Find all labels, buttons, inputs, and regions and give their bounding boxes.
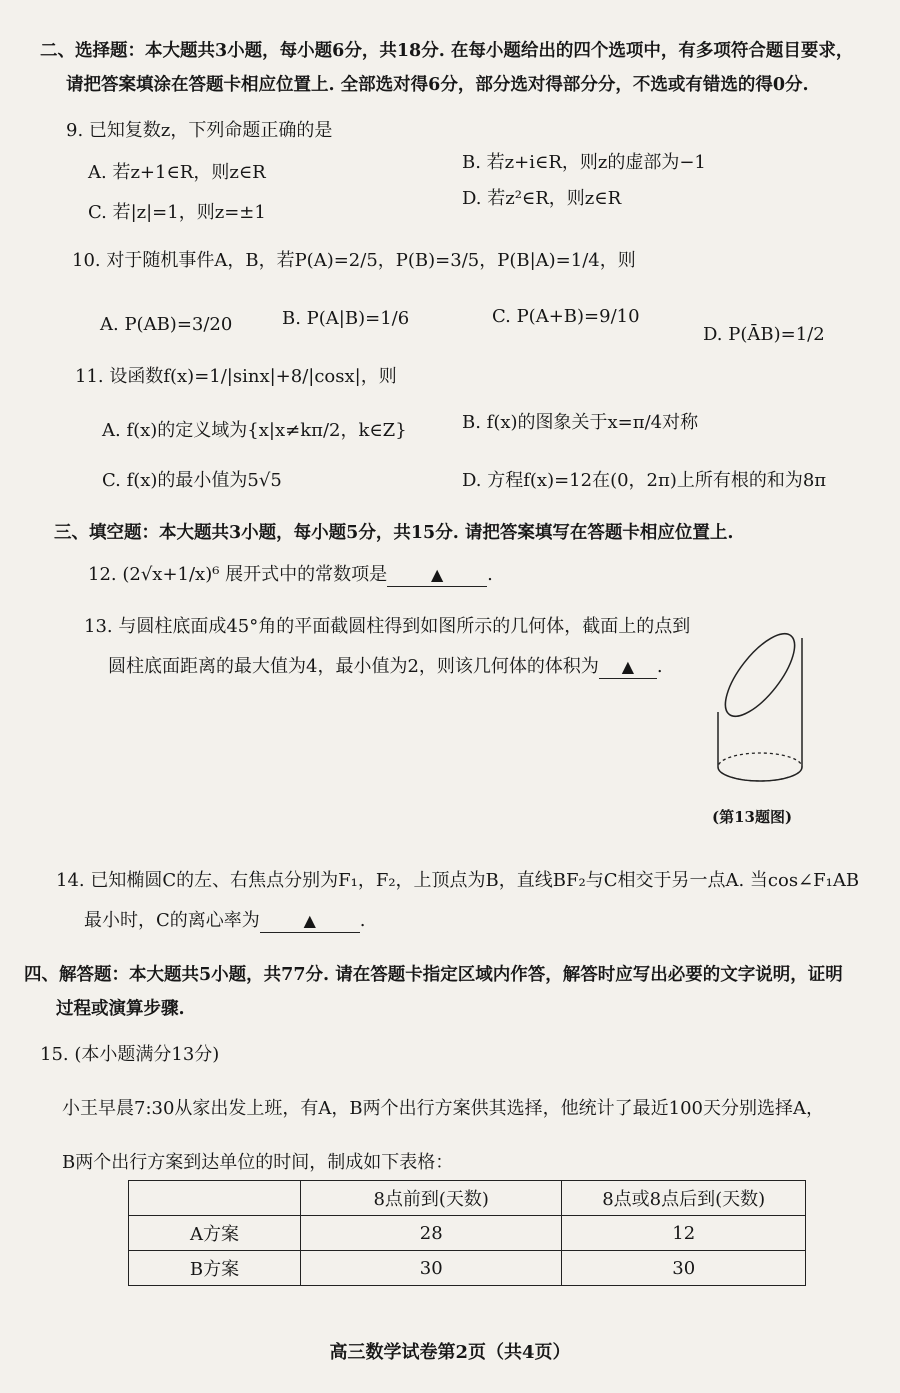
q12-stem: 12. (2√x+1/x)⁶ 展开式中的常数项是 [88,564,388,585]
page-footer: 高三数学试卷第2页（共4页） [329,1342,571,1363]
section2-line1: 二、选择题：本大题共3小题，每小题6分，共18分. 在每小题给出的四个选项中，有多项符合题目要求， [40,41,854,61]
table-cell: 12 [562,1216,806,1251]
table-row [129,1251,806,1286]
q13-figure-caption: (第13题图) [712,808,793,826]
q13-stem-text: 圆柱底面距离的最大值为4，最小值为2，则该几何体的体积为 [108,656,599,677]
table-cell: B方案 [129,1251,301,1286]
q15-table [128,1180,806,1286]
table-header-row [129,1181,806,1216]
q14-stem-text: 最小时，C的离心率为 [84,910,260,931]
q11-option-d: D. 方程f(x)=12在(0，2π)上所有根的和为8π [462,470,827,491]
q9-option-b: B. 若z+i∈R，则z的虚部为−1 [462,152,706,173]
q11-option-b: B. f(x)的图象关于x=π/4对称 [462,412,699,433]
table-cell: 28 [300,1216,561,1251]
table-header-cell: 8点或8点后到(天数) [562,1181,806,1216]
q9-option-c: C. 若|z|=1，则z=±1 [88,202,266,223]
q9-stem: 9. 已知复数z，下列命题正确的是 [66,120,333,141]
q14-line1: 14. 已知椭圆C的左、右焦点分别为F₁，F₂，上顶点为B，直线BF₂与C相交于另一点A. 当cos∠F₁AB [56,870,860,891]
q13-answer-blank [599,656,657,679]
q12-triangle: ▲ [431,565,444,584]
q14-line2 [84,908,366,934]
q14-answer-blank [260,910,360,933]
q15-heading: 15. (本小题满分13分) [40,1044,220,1065]
q13-end: . [656,656,663,677]
q9-option-d: D. 若z²∈R，则z∈R [462,188,622,209]
q11-option-a: A. f(x)的定义域为{x|x≠kπ/2，k∈Z} [102,420,407,441]
q12-answer-blank [387,564,487,587]
q14-triangle: ▲ [303,911,316,930]
q15-line1: 小王早晨7:30从家出发上班，有A，B两个出行方案供其选择，他统计了最近100天分别选择A， [62,1098,824,1119]
table-header-cell [129,1181,301,1216]
q14-end: . [359,910,366,931]
section4-line1: 四、解答题：本大题共5小题，共77分. 请在答题卡指定区域内作答，解答时应写出必要的文字说明，证明 [24,965,843,985]
section3-line1: 三、填空题：本大题共3小题，每小题5分，共15分. 请把答案填写在答题卡相应位置上. [54,523,734,543]
q11-stem: 11. 设函数f(x)=1/|sinx|+8/|cosx|，则 [75,366,397,387]
q13-cylinder-figure [705,620,815,830]
table-cell: 30 [562,1251,806,1286]
table-header-cell: 8点前到(天数) [300,1181,561,1216]
q15-line2: B两个出行方案到达单位的时间，制成如下表格： [62,1152,454,1173]
q12-line [88,562,493,588]
table-cell: 30 [300,1251,561,1286]
q10-option-a: A. P(AB)=3/20 [100,314,233,335]
q11-option-c: C. f(x)的最小值为5√5 [102,470,282,491]
q10-stem: 10. 对于随机事件A，B，若P(A)=2/5，P(B)=3/5，P(B|A)=1/4，则 [72,250,636,271]
section4-line2: 过程或演算步骤. [56,999,185,1019]
q13-line2 [108,654,663,680]
table-row [129,1216,806,1251]
q10-option-b: B. P(A|B)=1/6 [282,308,410,329]
q13-line1: 13. 与圆柱底面成45°角的平面截圆柱得到如图所示的几何体，截面上的点到 [84,616,691,637]
section2-line2: 请把答案填涂在答题卡相应位置上. 全部选对得6分，部分选对得部分分，不选或有错选的得0分. [66,75,809,95]
q10-option-d: D. P(ĀB)=1/2 [703,324,825,345]
q10-option-c: C. P(A+B)=9/10 [492,306,640,327]
table-cell: A方案 [129,1216,301,1251]
q13-triangle: ▲ [621,657,635,676]
q12-end: . [487,564,493,585]
q9-option-a: A. 若z+1∈R，则z∈R [88,162,266,183]
